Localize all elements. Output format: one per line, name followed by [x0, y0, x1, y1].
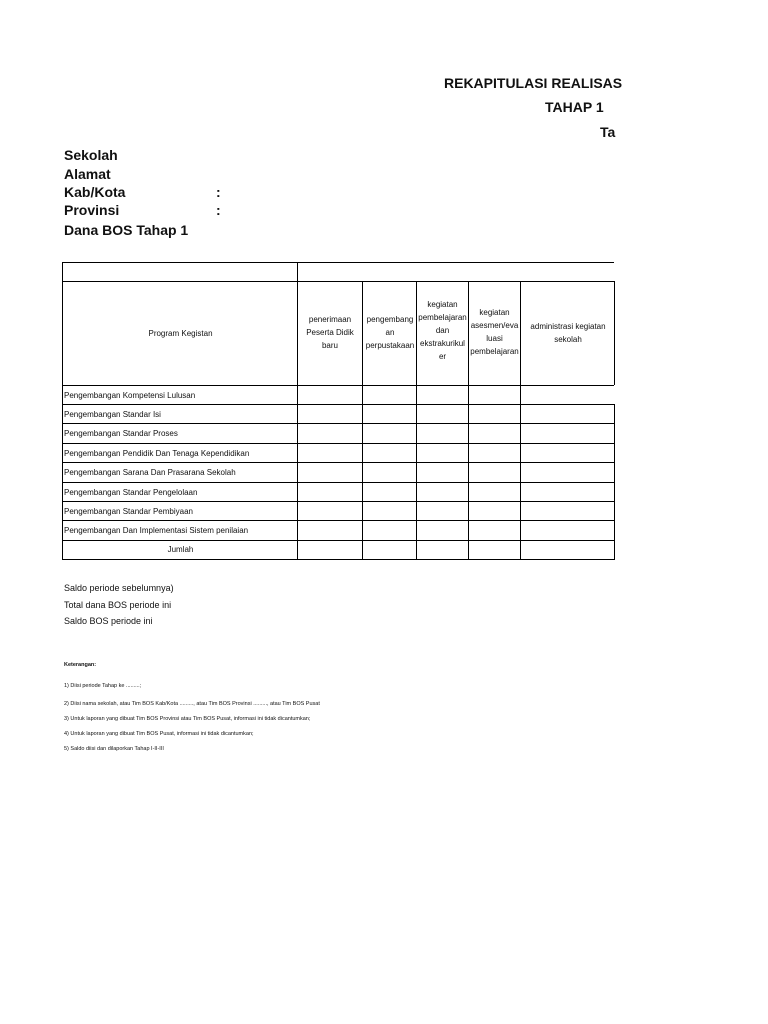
- table-row-label: Pengembangan Dan Implementasi Sistem penilaian: [64, 526, 249, 535]
- table-row-label: Pengembangan Standar Pengelolaan: [64, 488, 198, 497]
- table-row-label: Pengembangan Standar Isi: [64, 410, 161, 419]
- keterangan-note: 1) Diisi periode Tahap ke .........;: [64, 683, 142, 689]
- jumlah-row-label: Jumlah: [167, 545, 194, 554]
- table-row-label: Pengembangan Kompetensi Lulusan: [64, 391, 196, 400]
- keterangan-note: 5) Saldo diisi dan dilaporkan Tahap I-II-III: [64, 746, 164, 752]
- column-header-perpustakaan: pengembang an perpustakaan: [365, 315, 415, 350]
- column-header-penerimaan: penerimaan Peserta Didik baru: [306, 315, 354, 350]
- total-dana-label: Total dana BOS periode ini: [64, 600, 172, 610]
- alamat-label: Alamat: [64, 166, 111, 182]
- sekolah-label: Sekolah: [64, 147, 118, 163]
- report-subtitle-stage: TAHAP 1: [545, 99, 604, 115]
- table-row-label: Pengembangan Standar Proses: [64, 429, 178, 438]
- program-kegiatan-header: Program Kegistan: [148, 329, 213, 338]
- kabkota-colon: :: [216, 184, 221, 200]
- provinsi-label: Provinsi: [64, 202, 120, 218]
- kabkota-label: Kab/Kota: [64, 184, 126, 200]
- saldo-sebelumnya-label: Saldo periode sebelumnya): [64, 583, 174, 593]
- column-header-administrasi: administrasi kegiatan sekolah: [530, 322, 606, 344]
- dana-bos-label: Dana BOS Tahap 1: [64, 222, 189, 238]
- report-subtitle-year: Ta: [600, 124, 616, 140]
- keterangan-heading: Keterangan:: [64, 662, 97, 668]
- saldo-ini-label: Saldo BOS periode ini: [64, 616, 153, 626]
- table-row-label: Pengembangan Sarana Dan Prasarana Sekolah: [64, 468, 236, 477]
- column-header-asesmen: kegiatan asesmen/eva luasi pembelajaran: [470, 308, 519, 356]
- table-row-label: Pengembangan Standar Pembiyaan: [64, 507, 193, 516]
- report-title: REKAPITULASI REALISAS: [444, 75, 623, 91]
- keterangan-note: 3) Untuk laporan yang dibuat Tim BOS Provinsi atau Tim BOS Pusat, informasi ini tidak dicantumkan;: [64, 716, 311, 722]
- table-row-label: Pengembangan Pendidik Dan Tenaga Kependidikan: [64, 449, 250, 458]
- keterangan-note: 2) Diisi nama sekolah, atau Tim BOS Kab/Kota ........., atau Tim BOS Provinsi ........., atau Tim BOS Pusat: [64, 701, 320, 707]
- provinsi-colon: :: [216, 202, 221, 218]
- column-header-pembelajaran: kegiatan pembelajaran dan ekstrakurikul er: [418, 300, 467, 361]
- keterangan-note: 4) Untuk laporan yang dibuat Tim BOS Pusat, informasi ini tidak dicantumkan;: [64, 731, 254, 737]
